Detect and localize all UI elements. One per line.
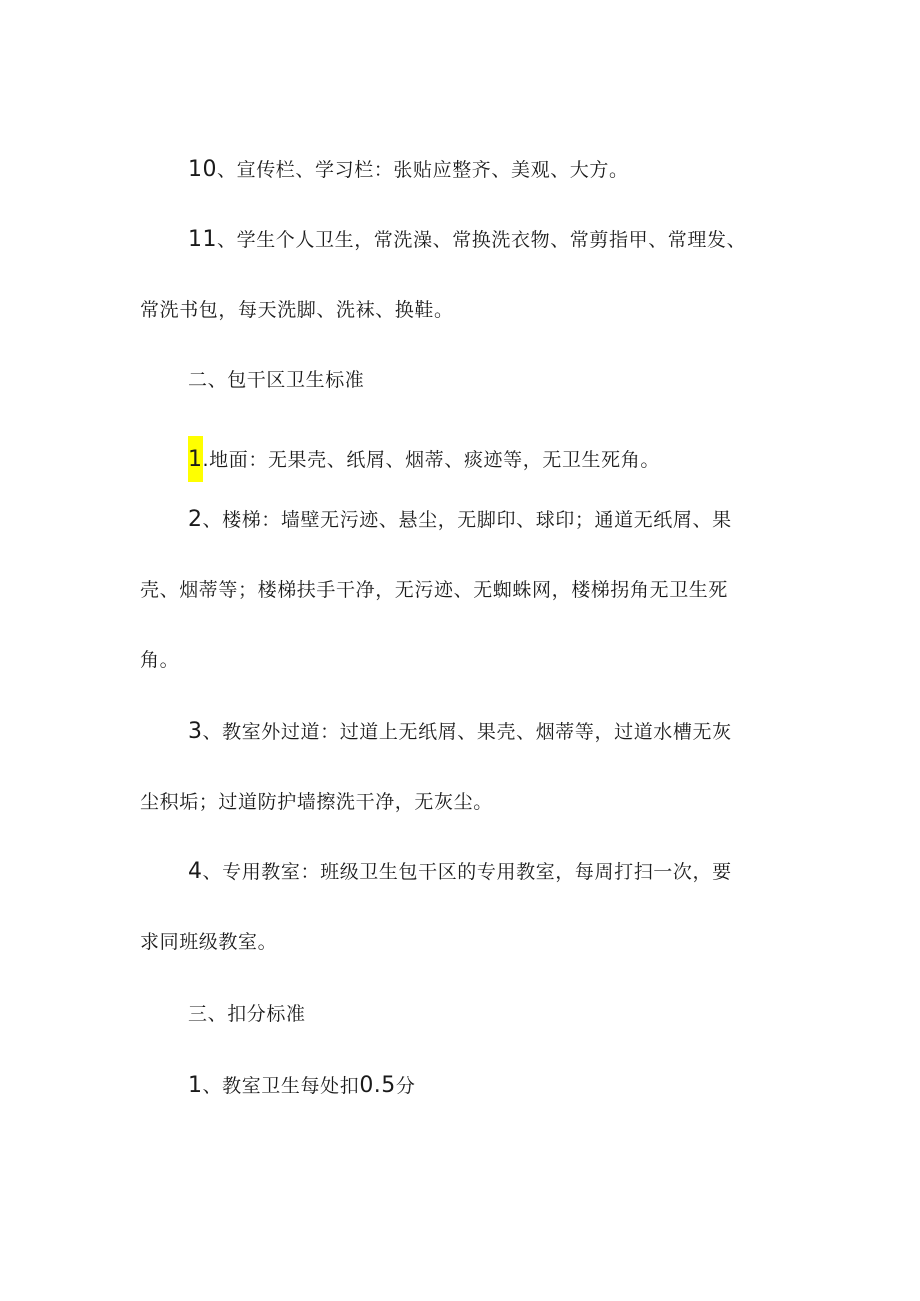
item-number: 2	[188, 507, 203, 532]
paragraph-11-continuation	[140, 296, 800, 324]
item-number: 1	[188, 1073, 203, 1098]
paragraph-ground	[188, 436, 848, 482]
paragraph-text: 、学生个人卫生，常洗澡、常换洗衣物、常剪指甲、常理发、	[217, 229, 747, 251]
paragraph-10	[188, 156, 848, 184]
paragraph-stairs-continuation-2	[140, 646, 800, 674]
paragraph-text: 壳、烟蒂等；楼梯扶手干净，无污迹、无蜘蛛网，楼梯拐角无卫生死	[140, 579, 729, 601]
paragraph-text: .地面：无果壳、纸屑、烟蒂、痰迹等，无卫生死角。	[202, 449, 660, 471]
paragraph-11	[188, 226, 848, 254]
item-number: 3	[188, 719, 203, 744]
item-number: 4	[188, 859, 203, 884]
paragraph-text: 角。	[140, 649, 180, 671]
paragraph-text: 常洗书包，每天洗脚、洗袜、换鞋。	[140, 299, 454, 321]
paragraph-stairs	[188, 506, 848, 534]
paragraph-stairs-continuation	[140, 576, 800, 604]
paragraph-special-classroom-continuation	[140, 928, 800, 956]
paragraph-text: 、宣传栏、学习栏：张贴应整齐、美观、大方。	[217, 159, 629, 181]
item-number: 11	[188, 227, 217, 252]
paragraph-corridor	[188, 718, 848, 746]
paragraph-text: 求同班级教室。	[140, 931, 278, 953]
section-heading-2	[188, 366, 848, 394]
deduction-value: 0.5	[359, 1073, 396, 1098]
item-number: 10	[188, 157, 217, 182]
section-heading-text: 二、包干区卫生标准	[188, 369, 365, 391]
paragraph-text: 尘积垢；过道防护墙擦洗干净，无灰尘。	[140, 791, 493, 813]
paragraph-deduction-1	[188, 1072, 848, 1100]
paragraph-text: 、专用教室：班级卫生包干区的专用教室，每周打扫一次，要	[202, 861, 732, 883]
paragraph-corridor-continuation	[140, 788, 800, 816]
paragraph-text: 、楼梯：墙壁无污迹、悬尘，无脚印、球印；通道无纸屑、果	[202, 509, 732, 531]
paragraph-text: 、教室卫生每处扣	[202, 1075, 360, 1097]
section-heading-text: 三、扣分标准	[188, 1003, 306, 1025]
paragraph-special-classroom	[188, 858, 848, 886]
highlighted-item-number: 1	[188, 436, 203, 482]
paragraph-text-tail: 分	[395, 1075, 416, 1097]
paragraph-text: 、教室外过道：过道上无纸屑、果壳、烟蒂等，过道水槽无灰	[202, 721, 732, 743]
section-heading-3	[188, 1000, 848, 1028]
